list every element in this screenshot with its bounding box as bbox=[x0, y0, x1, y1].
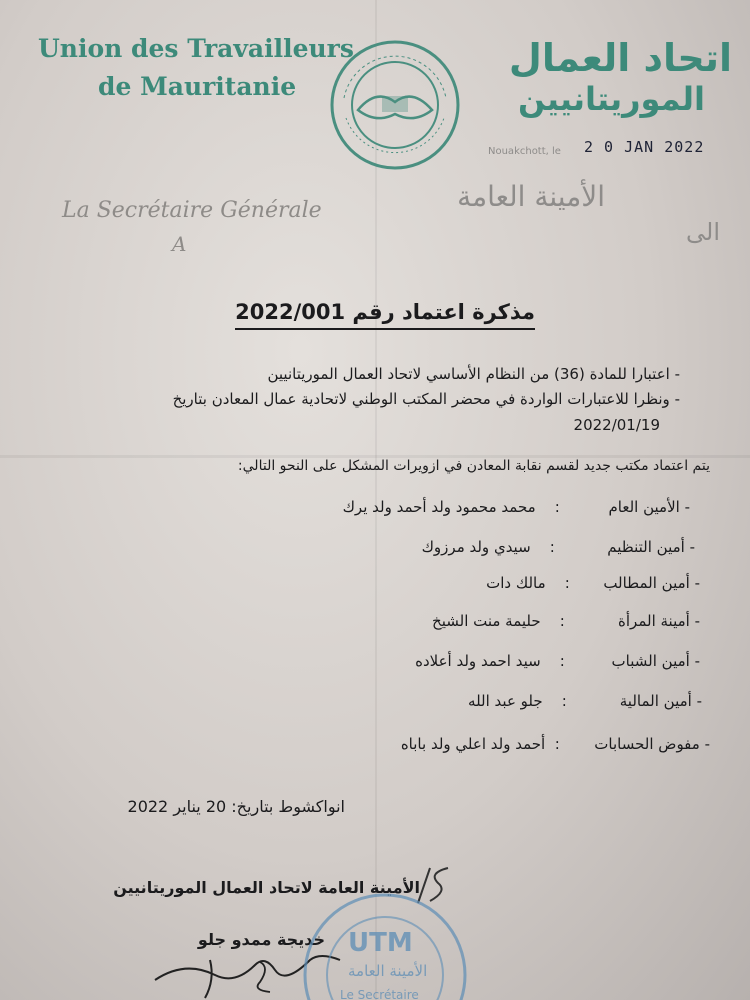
fr-a: A bbox=[172, 232, 187, 256]
header-ar-line2: الموريتانيين bbox=[518, 80, 705, 118]
member-role: أمينة المرأة bbox=[618, 612, 690, 630]
header-fr-line1: Union des Travailleurs bbox=[38, 34, 354, 63]
member-separator: : bbox=[559, 652, 565, 670]
member-name: سيد احمد ولد أعلاده bbox=[415, 652, 541, 670]
consideration-date: 2022/01/19 bbox=[573, 416, 660, 434]
member-separator: : bbox=[559, 612, 565, 630]
memo-title: مذكرة اعتماد رقم 2022/001 bbox=[235, 300, 535, 330]
ar-secretariat: الأمينة العامة bbox=[457, 180, 605, 213]
member-name: حليمة منت الشيخ bbox=[432, 612, 541, 630]
member-name: مالك دات bbox=[486, 574, 546, 592]
member-row: - أمين الشباب: سيد احمد ولد أعلاده bbox=[415, 652, 700, 670]
member-role: الأمين العام bbox=[608, 498, 680, 516]
member-row: - أمين التنظيم: سيدي ولد مرزوك bbox=[421, 538, 695, 556]
signatory-title: الأمينة العامة لاتحاد العمال الموريتانيين bbox=[113, 878, 420, 897]
place-date: انواكشوط بتاريخ: 20 يناير 2022 bbox=[127, 797, 345, 816]
member-role: أمين الشباب bbox=[611, 652, 690, 670]
member-name: أحمد ولد اعلي ولد باباه bbox=[400, 735, 546, 753]
fr-secretariat: La Secrétaire Générale bbox=[62, 198, 322, 223]
consideration-2: - ونظرا للاعتبارات الواردة في محضر المكتب الوطني لاتحادية عمال المعادن بتاريخ bbox=[172, 390, 680, 408]
stamp-fr-text: Le Secrétaire bbox=[340, 988, 419, 1000]
member-separator: : bbox=[549, 538, 555, 556]
signatory-name: خديجة ممدو جلو bbox=[197, 930, 325, 949]
member-separator: : bbox=[561, 692, 567, 710]
member-separator: : bbox=[564, 574, 570, 592]
consideration-text: اعتبارا للمادة (36) من النظام الأساسي لاتحاد العمال الموريتانيين bbox=[267, 365, 670, 383]
date-stamp: 2 0 JAN 2022 bbox=[584, 138, 705, 156]
member-row: - الأمين العام: محمد محمود ولد أحمد ولد يرك bbox=[342, 498, 690, 516]
stamp-ar-text: الأمينة العامة bbox=[348, 962, 428, 980]
consideration-text: ونظرا للاعتبارات الواردة في محضر المكتب الوطني لاتحادية عمال المعادن بتاريخ bbox=[172, 390, 670, 408]
member-row: - أمين المطالب: مالك دات bbox=[486, 574, 700, 592]
consideration-1: - اعتبارا للمادة (36) من النظام الأساسي لاتحاد العمال الموريتانيين bbox=[267, 365, 680, 383]
member-separator: : bbox=[554, 498, 560, 516]
member-name: سيدي ولد مرزوك bbox=[421, 538, 531, 556]
member-role: أمين المطالب bbox=[603, 574, 690, 592]
date-prefix: Nouakchott, le bbox=[488, 146, 561, 157]
ar-to: الى bbox=[686, 218, 720, 246]
member-row: - أمينة المرأة: حليمة منت الشيخ bbox=[432, 612, 700, 630]
utm-secretary-stamp bbox=[300, 890, 470, 1000]
member-role: أمين المالية bbox=[619, 692, 692, 710]
utm-logo-seal-icon bbox=[328, 38, 462, 172]
header-ar-line1: اتحاد العمال bbox=[508, 36, 732, 80]
member-role: أمين التنظيم bbox=[607, 538, 685, 556]
member-name: جلو عبد الله bbox=[468, 692, 543, 710]
member-name: محمد محمود ولد أحمد ولد يرك bbox=[342, 498, 536, 516]
intro-text: يتم اعتماد مكتب جديد لقسم نقابة المعادن في ازويرات المشكل على النحو التالي: bbox=[237, 458, 710, 474]
member-row: - مفوض الحسابات: أحمد ولد اعلي ولد باباه bbox=[400, 735, 710, 753]
header-fr-line2: de Mauritanie bbox=[98, 72, 297, 101]
member-separator: : bbox=[554, 735, 560, 753]
stamp-abbr: UTM bbox=[348, 928, 413, 958]
member-row: - أمين المالية: جلو عبد الله bbox=[468, 692, 702, 710]
member-role: مفوض الحسابات bbox=[594, 735, 700, 753]
